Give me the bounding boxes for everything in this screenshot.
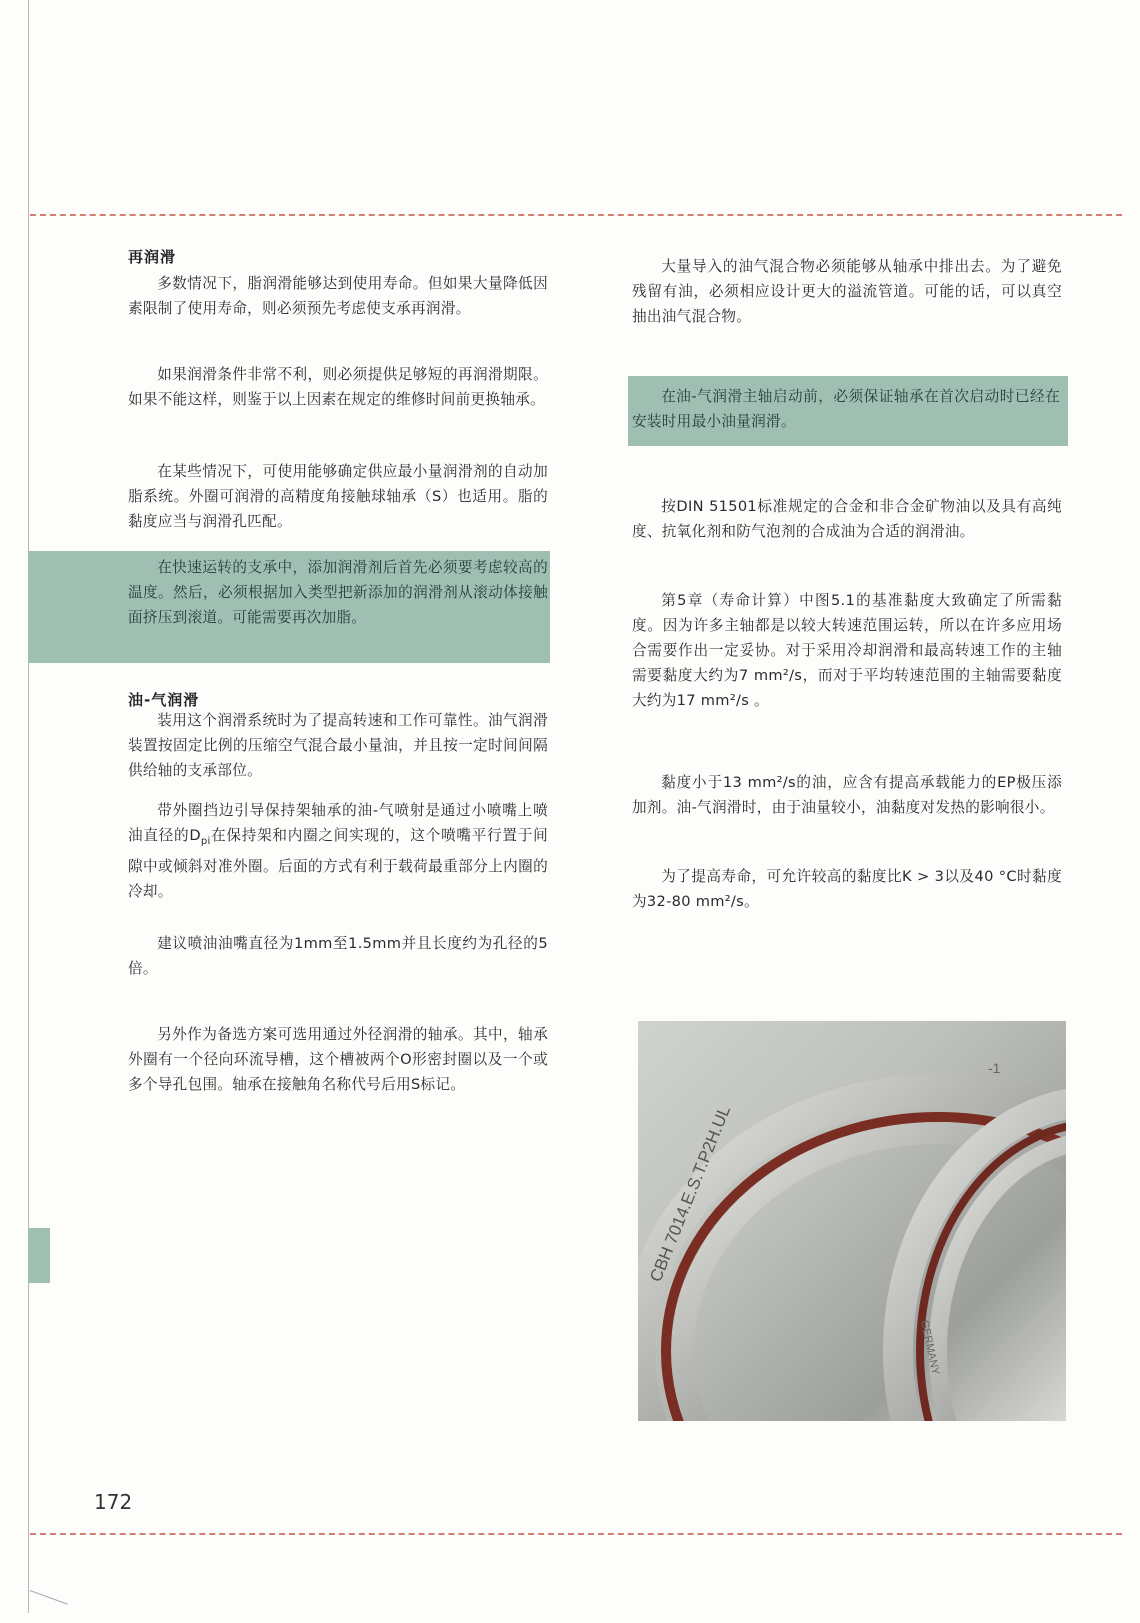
oil-air-section bbox=[128, 689, 548, 783]
text-part: 带外圈挡边引导保持架轴承的油-气喷射是通过小喷嘴上喷油直径的D bbox=[128, 802, 548, 844]
paragraph-block bbox=[632, 864, 1062, 914]
bearing-photo bbox=[638, 1021, 1066, 1421]
paragraph-block bbox=[128, 798, 548, 904]
paragraph-block bbox=[128, 362, 548, 412]
paragraph-block bbox=[632, 770, 1062, 820]
paragraph-block bbox=[632, 588, 1062, 713]
page-corner-mark bbox=[23, 1590, 68, 1623]
heading-relubrication: 再润滑 bbox=[128, 248, 177, 266]
paragraph: 第5章（寿命计算）中图5.1的基准黏度大致确定了所需黏度。因为许多主轴都是以较大转速范围运转，所以在许多应用场合需要作出一定妥协。对于采用冷却润滑和最高转速工作的主轴需要黏度大约为7 mm²/s，而对于平均转速范围的主轴需要黏度大约为17 mm²/s 。 bbox=[632, 592, 1062, 709]
paragraph: 按DIN 51501标准规定的合金和非合金矿物油以及具有高纯度、抗氧化剂和防气泡剂的合成油为合适的润滑油。 bbox=[632, 498, 1062, 540]
bearing-illustration bbox=[638, 1021, 1066, 1421]
subscript: pi bbox=[200, 835, 211, 847]
ring-marking-text: CBH 7014.E.S.T.P2H.UL bbox=[646, 1103, 735, 1285]
page-number: 172 bbox=[94, 1490, 133, 1514]
text-part: 在保持架和内圈之间实现的，这个喷嘴平行置于间隙中或倾斜对准外圈。后面的方式有利于载荷最重部分上内圈的冷却。 bbox=[128, 827, 548, 900]
heading-oil-air: 油-气润滑 bbox=[128, 691, 200, 709]
paragraph: 在某些情况下，可使用能够确定供应最小量润滑剂的自动加脂系统。外圈可润滑的高精度角接触球轴承（S）也适用。脂的黏度应当与润滑孔匹配。 bbox=[128, 463, 548, 530]
paragraph: 装用这个润滑系统时为了提高转速和工作可靠性。油气润滑装置按固定比例的压缩空气混合最小量油，并且按一定时间间隔供给轴的支承部位。 bbox=[128, 712, 548, 779]
paragraph: 为了提高寿命，可允许较高的黏度比K > 3以及40 °C时黏度为32-80 mm²/s。 bbox=[632, 868, 1062, 910]
paragraph-block bbox=[128, 931, 548, 981]
paragraph: 大量导入的油气混合物必须能够从轴承中排出去。为了避免残留有油，必须相应设计更大的溢流管道。可能的话，可以真空抽出油气混合物。 bbox=[632, 258, 1062, 325]
bottom-dashed-rule bbox=[30, 1533, 1122, 1535]
section-heading-relubrication-block bbox=[128, 246, 548, 321]
ring-marking-text-3: GERMANY bbox=[918, 1319, 942, 1377]
paragraph: 另外作为备选方案可选用通过外径润滑的轴承。其中，轴承外圈有一个径向环流导槽，这个槽被两个O形密封圈以及一个或多个导孔包围。轴承在接触角名称代号后用S标记。 bbox=[128, 1026, 548, 1093]
highlight-box-right bbox=[628, 376, 1068, 446]
highlight-text: 在快速运转的支承中，添加润滑剂后首先必须要考虑较高的温度。然后，必须根据加入类型把新添加的润滑剂从滚动体接触面挤压到滚道。可能需要再次加脂。 bbox=[128, 559, 548, 626]
paragraph-block bbox=[632, 254, 1062, 329]
paragraph: 黏度小于13 mm²/s的油，应含有提高承载能力的EP极压添加剂。油-气润滑时，由于油量较小，油黏度对发热的影响很小。 bbox=[632, 774, 1062, 816]
paragraph bbox=[128, 798, 548, 904]
paragraph: 如果润滑条件非常不利，则必须提供足够短的再润滑期限。如果不能这样，则鉴于以上因素在规定的维修时间前更换轴承。 bbox=[128, 366, 548, 408]
highlight-box-left bbox=[28, 551, 550, 663]
paragraph: 建议喷油油嘴直径为1mm至1.5mm并且长度约为孔径的5倍。 bbox=[128, 935, 548, 977]
top-dashed-rule bbox=[30, 214, 1122, 216]
paragraph-block bbox=[632, 494, 1062, 544]
margin-line bbox=[28, 0, 29, 1613]
highlight-text: 在油-气润滑主轴启动前，必须保证轴承在首次启动时已经在安装时用最小油量润滑。 bbox=[632, 388, 1060, 430]
ring-marking-text-2: -1 bbox=[988, 1060, 1001, 1076]
paragraph-block bbox=[128, 459, 548, 534]
side-tab-marker bbox=[28, 1228, 50, 1283]
paragraph-block bbox=[128, 1022, 548, 1097]
paragraph: 多数情况下，脂润滑能够达到使用寿命。但如果大量降低因素限制了使用寿命，则必须预先考虑使支承再润滑。 bbox=[128, 275, 548, 317]
